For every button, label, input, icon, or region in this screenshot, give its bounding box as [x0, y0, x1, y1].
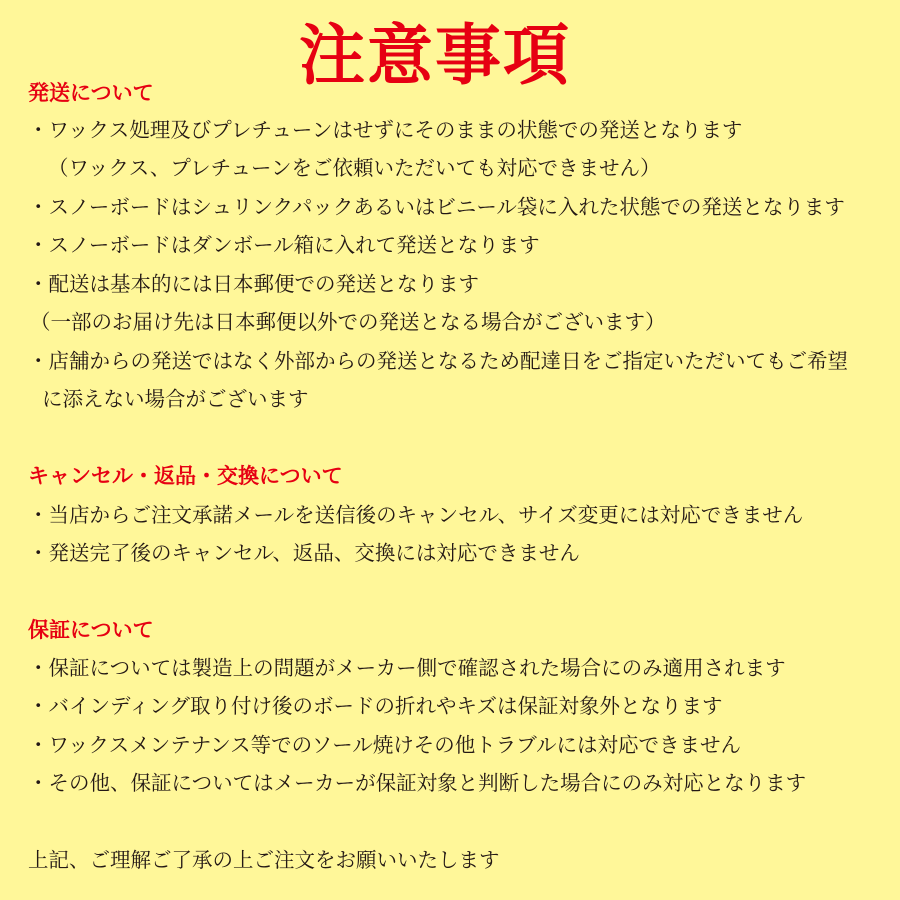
shipping-note-delivery-date: ・店舗からの発送ではなく外部からの発送となるため配達日をご指定いただいてもご希望 — [28, 349, 848, 373]
shipping-note-delivery-date-cont: に添えない場合がございます — [42, 387, 309, 411]
page-title: 注意事項 — [299, 17, 571, 94]
shipping-note-wax: ・ワックス処理及びプレチューンはせずにそのままの状態での発送となります — [28, 118, 743, 142]
cancel-note-after-shipping: ・発送完了後のキャンセル、返品、交換には対応できません — [28, 541, 580, 565]
warranty-heading: 保証について — [28, 618, 154, 642]
cancel-heading: キャンセル・返品・交換について — [28, 464, 343, 488]
shipping-note-box: ・スノーボードはダンボール箱に入れて発送となります — [28, 233, 540, 257]
warranty-note-manufacturing: ・保証については製造上の問題がメーカー側で確認された場合にのみ適用されます — [28, 656, 786, 680]
shipping-note-wax-detail: （ワックス、プレチューンをご依頼いただいても対応できません） — [48, 156, 661, 180]
cancel-note-after-confirmation: ・当店からご注文承諾メールを送信後のキャンセル、サイズ変更には対応できません — [28, 503, 804, 527]
shipping-note-packaging: ・スノーボードはシュリンクパックあるいはビニール袋に入れた状態での発送となります — [28, 195, 845, 219]
warranty-note-wax: ・ワックスメンテナンス等でのソール焼けその他トラブルには対応できません — [28, 733, 741, 757]
warranty-note-binding: ・バインディング取り付け後のボードの折れやキズは保証対象外となります — [28, 694, 723, 718]
closing-note: 上記、ご理解ご了承の上ご注文をお願いいたします — [28, 848, 500, 872]
warranty-note-other: ・その他、保証についてはメーカーが保証対象と判断した場合にのみ対応となります — [28, 771, 807, 795]
shipping-note-carrier-detail: （一部のお届け先は日本郵便以外での発送となる場合がございます） — [30, 310, 666, 334]
shipping-note-carrier: ・配送は基本的には日本郵便での発送となります — [28, 272, 479, 296]
shipping-heading: 発送について — [28, 81, 154, 105]
